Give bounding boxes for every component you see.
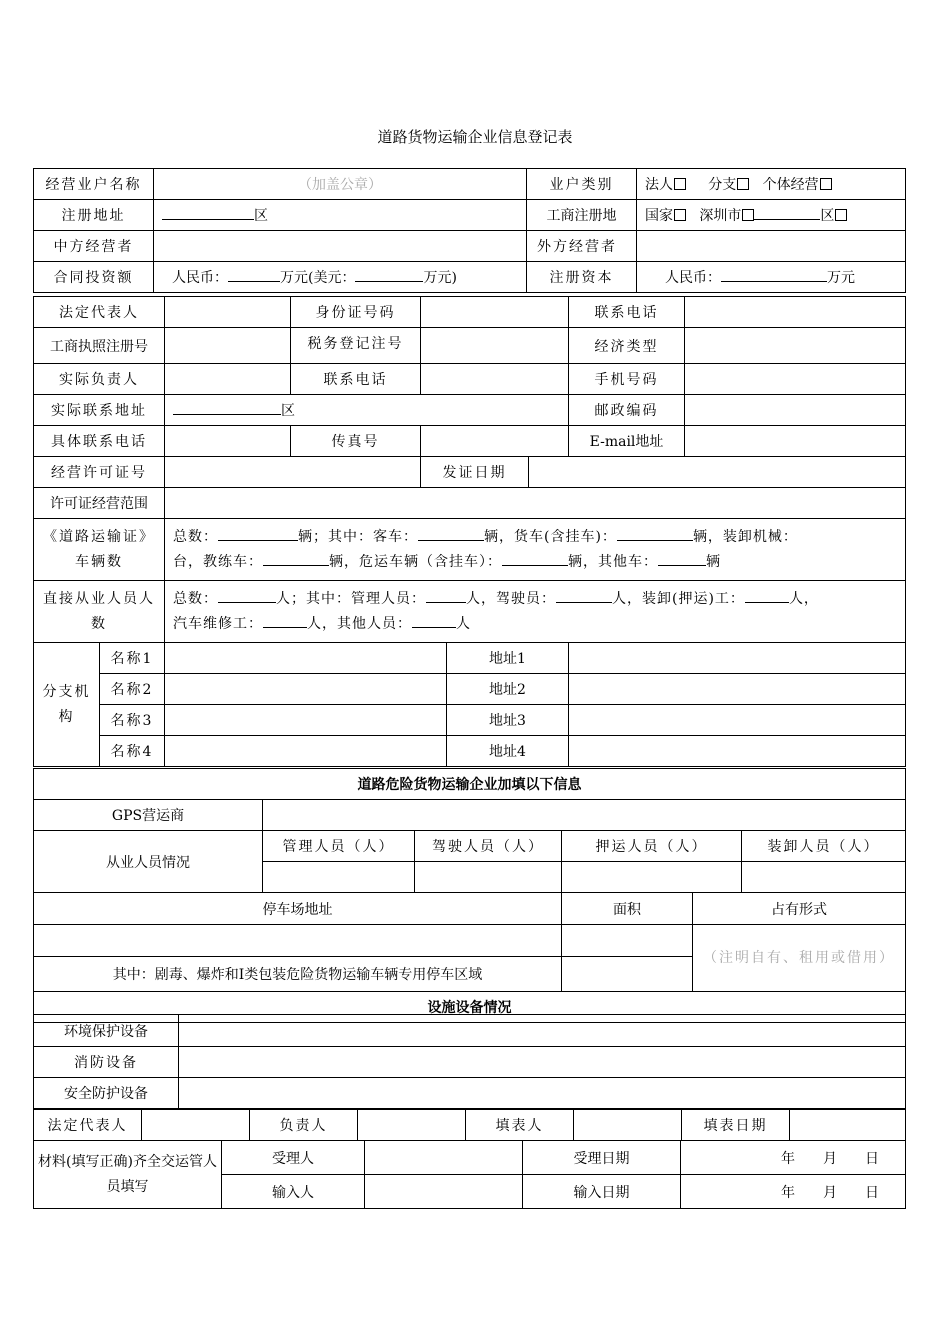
label-fax: 传真号 <box>291 426 421 457</box>
branch-name-field[interactable] <box>165 736 447 767</box>
label-env-equipment: 环境保护设备 <box>34 1015 179 1047</box>
checkbox[interactable] <box>737 178 749 190</box>
driver-count-field[interactable] <box>415 862 562 893</box>
tax-reg-field[interactable] <box>421 328 569 364</box>
env-equipment-field[interactable] <box>179 1015 906 1047</box>
actual-address-field[interactable]: 区 <box>165 395 569 426</box>
branch-name-field[interactable] <box>165 643 447 674</box>
vehicle-count-field[interactable]: 总数： 辆；其中：客车： 辆，货车(含挂车)： 辆，装卸机械： 台，教练车： 辆，危运车辆（含挂车）： 辆，其他车： 辆 <box>165 519 906 581</box>
label-business-name: 经营业户名称 <box>34 169 154 200</box>
reg-capital-field[interactable]: 人民币： 万元 <box>637 262 906 293</box>
signature-table <box>33 1109 906 1141</box>
label-staff-count: 直接从业人员人数 <box>34 581 165 643</box>
gps-field[interactable] <box>263 800 906 831</box>
filler-field[interactable] <box>574 1110 682 1141</box>
label-issue-date: 发证日期 <box>421 457 529 488</box>
ownership-hint[interactable]: （注明自有、租用或借用） <box>693 925 906 992</box>
label-filler: 填表人 <box>466 1110 574 1141</box>
label-cn-operator: 中方经营者 <box>34 231 154 262</box>
label-household-type: 业户类别 <box>527 169 637 200</box>
label-actual-address: 实际联系地址 <box>34 395 165 426</box>
branch-addr-label: 地址2 <box>447 674 569 705</box>
label-legal-rep: 法定代表人 <box>34 297 165 328</box>
biz-license-field[interactable] <box>165 328 291 364</box>
hazmat-info-table <box>33 768 906 1023</box>
phone-field[interactable] <box>685 297 906 328</box>
input-date-field[interactable]: 年 月 日 <box>681 1175 906 1209</box>
label-sig-head: 负责人 <box>250 1110 358 1141</box>
label-loader-count: 装卸人员（人） <box>742 831 906 862</box>
staff-count-field[interactable]: 总数： 人；其中：管理人员： 人，驾驶员： 人，装卸(押运)工： 人， 汽车维修工： 人，其他人员： 人 <box>165 581 906 643</box>
postcode-field[interactable] <box>685 395 906 426</box>
label-escort-count: 押运人员（人） <box>562 831 742 862</box>
branch-name-field[interactable] <box>165 674 447 705</box>
phone2-field[interactable] <box>421 364 569 395</box>
business-name-field[interactable] <box>154 169 527 200</box>
label-fire-equipment: 消防设备 <box>34 1047 179 1078</box>
branch-addr-field[interactable] <box>569 705 906 736</box>
label-safety-equipment: 安全防护设备 <box>34 1078 179 1109</box>
checkbox[interactable] <box>820 178 832 190</box>
label-permit-scope: 许可证经营范围 <box>34 488 165 519</box>
safety-equipment-field[interactable] <box>179 1078 906 1109</box>
fax-field[interactable] <box>421 426 569 457</box>
checkbox[interactable] <box>674 178 686 190</box>
econ-type-field[interactable] <box>685 328 906 364</box>
label-ownership: 占有形式 <box>693 893 906 925</box>
mobile-field[interactable] <box>685 364 906 395</box>
ic-reg-options: 国家 深圳市 区 <box>637 200 906 231</box>
checkbox[interactable] <box>742 209 754 221</box>
branch-name-label: 名称2 <box>100 674 165 705</box>
reg-address-field[interactable]: 区 <box>154 200 527 231</box>
parking-address-field[interactable] <box>34 925 562 957</box>
label-id-number: 身份证号码 <box>291 297 421 328</box>
label-input-person: 输入人 <box>222 1175 365 1209</box>
facilities-table <box>33 1014 906 1109</box>
area-field[interactable] <box>562 925 693 957</box>
seal-hint: （加盖公章） <box>298 177 382 193</box>
label-gps: GPS营运商 <box>34 800 263 831</box>
checkbox[interactable] <box>835 209 847 221</box>
label-parking-address: 停车场地址 <box>34 893 562 925</box>
accept-date-field[interactable]: 年 月 日 <box>681 1141 906 1175</box>
label-reg-address: 注册地址 <box>34 200 154 231</box>
label-foreign-operator: 外方经营者 <box>527 231 637 262</box>
opt-branch[interactable]: 分支 <box>708 177 749 193</box>
contract-investment-field[interactable]: 人民币： 万元(美元： 万元) <box>154 262 527 293</box>
label-mobile: 手机号码 <box>569 364 685 395</box>
label-phone: 联系电话 <box>569 297 685 328</box>
fill-date-field[interactable] <box>790 1110 906 1141</box>
label-specific-phone: 具体联系电话 <box>34 426 165 457</box>
label-materials: 材料(填写正确)齐全交运管人员填写 <box>34 1141 222 1209</box>
label-accept-person: 受理人 <box>222 1141 365 1175</box>
opt-individual[interactable]: 个体经营 <box>763 177 832 193</box>
fire-equipment-field[interactable] <box>179 1047 906 1078</box>
input-person-field[interactable] <box>365 1175 523 1209</box>
branch-addr-field[interactable] <box>569 736 906 767</box>
label-accept-date: 受理日期 <box>523 1141 681 1175</box>
label-econ-type: 经济类型 <box>569 328 685 364</box>
branch-addr-field[interactable] <box>569 643 906 674</box>
contact-info-table <box>33 296 906 767</box>
label-reg-capital: 注册资本 <box>527 262 637 293</box>
label-branches: 分支机构 <box>34 643 100 767</box>
label-actual-head: 实际负责人 <box>34 364 165 395</box>
household-type-options <box>637 169 906 200</box>
checkbox[interactable] <box>674 209 686 221</box>
form-title: 道路货物运输企业信息登记表 <box>377 128 573 146</box>
id-number-field[interactable] <box>421 297 569 328</box>
special-parking-area-field[interactable] <box>562 957 693 992</box>
label-special-parking: 其中：剧毒、爆炸和Ⅰ类包装危险货物运输车辆专用停车区域 <box>34 957 562 992</box>
sig-legal-rep-field[interactable] <box>142 1110 250 1141</box>
branch-addr-field[interactable] <box>569 674 906 705</box>
issue-date-field[interactable] <box>529 457 906 488</box>
branch-name-label: 名称4 <box>100 736 165 767</box>
permit-no-field[interactable] <box>165 457 421 488</box>
permit-scope-field[interactable] <box>165 488 906 519</box>
branch-name-label: 名称1 <box>100 643 165 674</box>
label-biz-license: 工商执照注册号 <box>34 328 165 364</box>
label-input-date: 输入日期 <box>523 1175 681 1209</box>
admin-table <box>33 1140 906 1209</box>
legal-rep-field[interactable] <box>165 297 291 328</box>
label-permit-no: 经营许可证号 <box>34 457 165 488</box>
label-vehicle-count: 《道路运输证》车辆数 <box>34 519 165 581</box>
label-sig-legal-rep: 法定代表人 <box>34 1110 142 1141</box>
accept-person-field[interactable] <box>365 1141 523 1175</box>
label-contract-investment: 合同投资额 <box>34 262 154 293</box>
escort-count-field[interactable] <box>562 862 742 893</box>
mgr-count-field[interactable] <box>263 862 415 893</box>
facilities-header: 设施设备情况 <box>34 992 906 1023</box>
label-area: 面积 <box>562 893 693 925</box>
branch-addr-label: 地址1 <box>447 643 569 674</box>
branch-addr-label: 地址3 <box>447 705 569 736</box>
specific-phone-field[interactable] <box>165 426 291 457</box>
label-driver-count: 驾驶人员（人） <box>415 831 562 862</box>
email-field[interactable] <box>685 426 906 457</box>
hazmat-section-header: 道路危险货物运输企业加填以下信息 <box>34 769 906 800</box>
actual-head-field[interactable] <box>165 364 291 395</box>
label-email: E-mail地址 <box>569 426 685 457</box>
label-phone2: 联系电话 <box>291 364 421 395</box>
basic-info-table <box>33 168 906 293</box>
branch-name-field[interactable] <box>165 705 447 736</box>
opt-legal[interactable]: 法人 <box>645 177 686 193</box>
cn-operator-field[interactable] <box>154 231 527 262</box>
foreign-operator-field[interactable] <box>637 231 906 262</box>
label-ic-reg-place: 工商注册地 <box>527 200 637 231</box>
label-tax-reg: 税务登记注号 <box>291 328 421 364</box>
label-mgr-count: 管理人员（人） <box>263 831 415 862</box>
branch-name-label: 名称3 <box>100 705 165 736</box>
loader-count-field[interactable] <box>742 862 906 893</box>
label-staff-info: 从业人员情况 <box>34 831 263 893</box>
branch-addr-label: 地址4 <box>447 736 569 767</box>
label-postcode: 邮政编码 <box>569 395 685 426</box>
label-fill-date: 填表日期 <box>682 1110 790 1141</box>
sig-head-field[interactable] <box>358 1110 466 1141</box>
